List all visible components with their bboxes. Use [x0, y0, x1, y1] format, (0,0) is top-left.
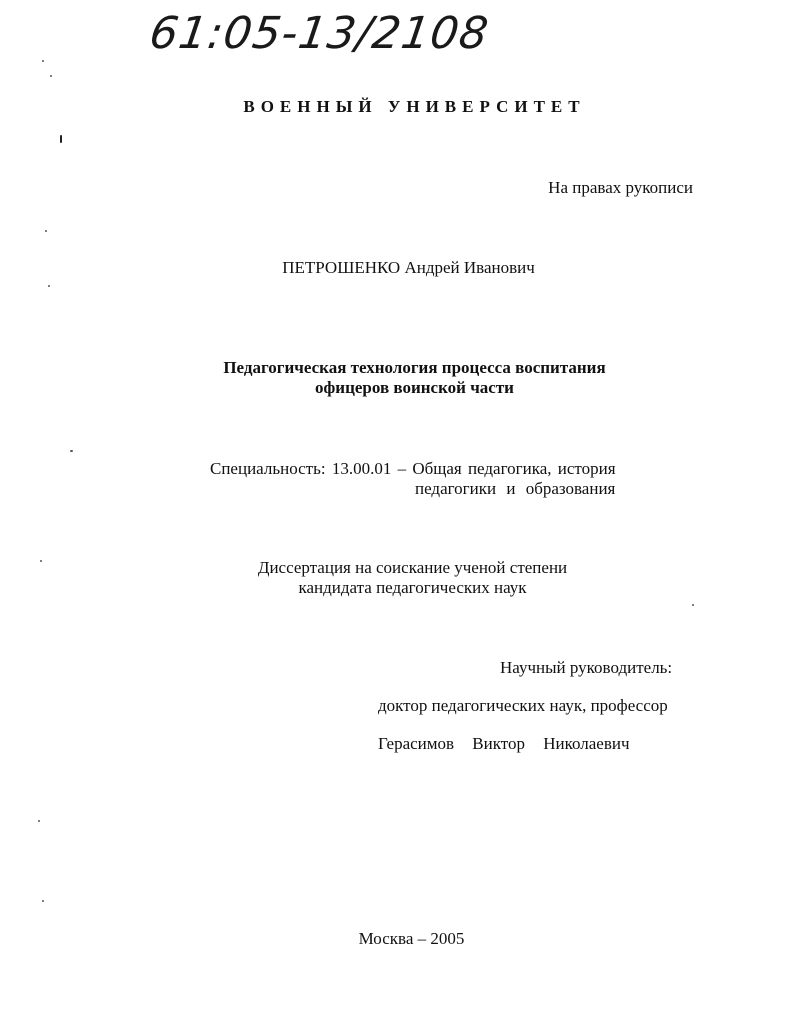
specialty-line-1: Специальность: 13.00.01 – Общая педагогика, история	[210, 459, 616, 478]
scan-speck	[40, 560, 42, 562]
scan-speck	[50, 75, 52, 77]
handwritten-catalog-code: 61:05-13/2108	[146, 8, 493, 59]
author-name: ПЕТРОШЕНКО Андрей Иванович	[282, 258, 535, 277]
scan-speck	[692, 604, 694, 606]
university-name: ВОЕННЫЙ УНИВЕРСИТЕТ	[243, 97, 586, 116]
city-and-year: Москва – 2005	[358, 929, 465, 948]
scan-speck	[38, 820, 40, 822]
scan-speck	[70, 450, 73, 452]
manuscript-rights-note: На правах рукописи	[548, 178, 693, 197]
scan-speck	[48, 285, 50, 287]
supervisor-name: Герасимов Виктор Николаевич	[378, 734, 630, 753]
scan-speck	[42, 900, 44, 902]
dissertation-title-line-2: офицеров воинской части	[315, 378, 514, 397]
supervisor-degree: доктор педагогических наук, профессор	[378, 696, 668, 715]
supervisor-label: Научный руководитель:	[500, 658, 673, 677]
scan-speck	[60, 135, 62, 143]
degree-line-2: кандидата педагогических наук	[298, 578, 527, 597]
specialty-line-2: педагогики и образования	[415, 479, 616, 498]
scan-speck	[45, 230, 47, 232]
degree-line-1: Диссертация на соискание ученой степени	[257, 558, 568, 577]
dissertation-title-line-1: Педагогическая технология процесса воспитания	[223, 358, 606, 377]
scan-speck	[42, 60, 44, 62]
